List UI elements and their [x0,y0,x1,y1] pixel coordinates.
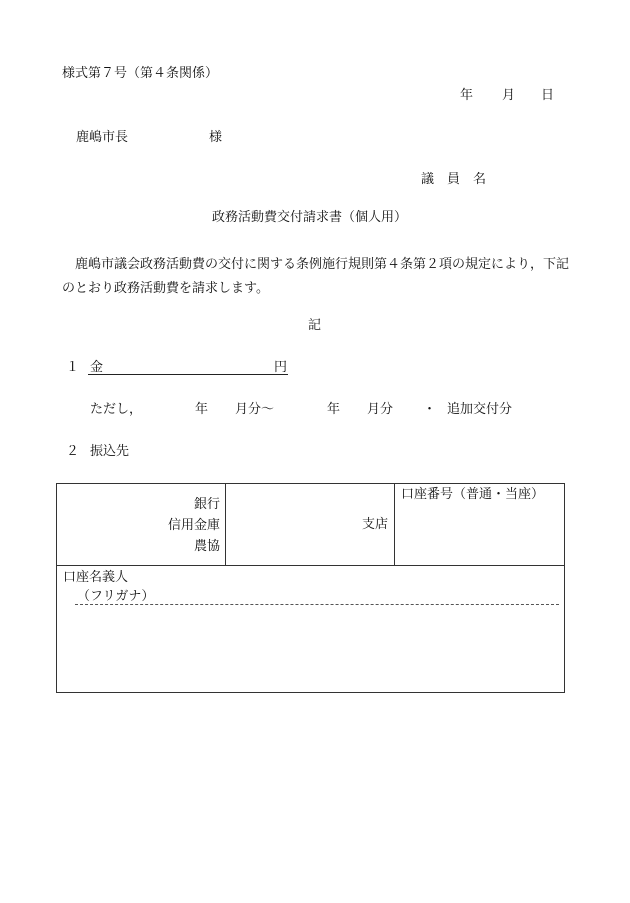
tadashi-label: ただし， [90,402,143,417]
document-title: 政務活動費交付請求書（個人用） [212,210,408,225]
account-number-cell [395,484,565,566]
furigana-dashed-line [75,604,559,605]
to-month-label: 月分 [367,402,394,417]
account-holder-cell [57,566,565,693]
item1-yen: 円 [274,360,288,375]
form-number: 様式第７号（第４条関係） [62,66,219,81]
to-year-label: 年 [327,402,341,417]
amount-underline [88,374,288,375]
ki-heading: 記 [308,318,322,333]
account-holder-label: 口座名義人 [63,570,129,585]
addressee-honorific: 様 [209,130,223,145]
bank-transfer-table [56,483,565,693]
date-month-label: 月 [502,88,516,103]
bank-type-cell [57,484,226,566]
bank-type-credit-union: 信用金庫 [167,518,220,533]
date-day-label: 日 [541,88,555,103]
furigana-label: （フリガナ） [77,589,155,604]
bullet-dot: ・ [423,402,437,417]
addressee-name: 鹿嶋市長 [76,130,129,145]
bank-type-list [168,494,220,557]
item1-number: １ [66,360,80,375]
item2-number: ２ [66,444,80,459]
from-month-label: 月分～ [235,402,275,417]
bank-type-agri-coop: 農協 [193,539,220,554]
bank-type-bank: 銀行 [193,497,220,512]
body-text: 鹿嶋市議会政務活動費の交付に関する条例施行規則第４条第２項の規定により，下記のとおり政務活動費を請求します。 [62,257,570,296]
councilor-name-label: 議 員 名 [421,172,487,187]
additional-grant-label: 追加交付分 [447,402,513,417]
branch-label: 支店 [361,517,388,532]
account-number-label: 口座番号（普通・当座） [401,487,545,502]
branch-cell [226,484,395,566]
item1-kin: 金 [90,360,104,375]
date-year-label: 年 [460,88,474,103]
document-body [62,253,572,301]
item2-label: 振込先 [90,444,130,459]
from-year-label: 年 [195,402,209,417]
